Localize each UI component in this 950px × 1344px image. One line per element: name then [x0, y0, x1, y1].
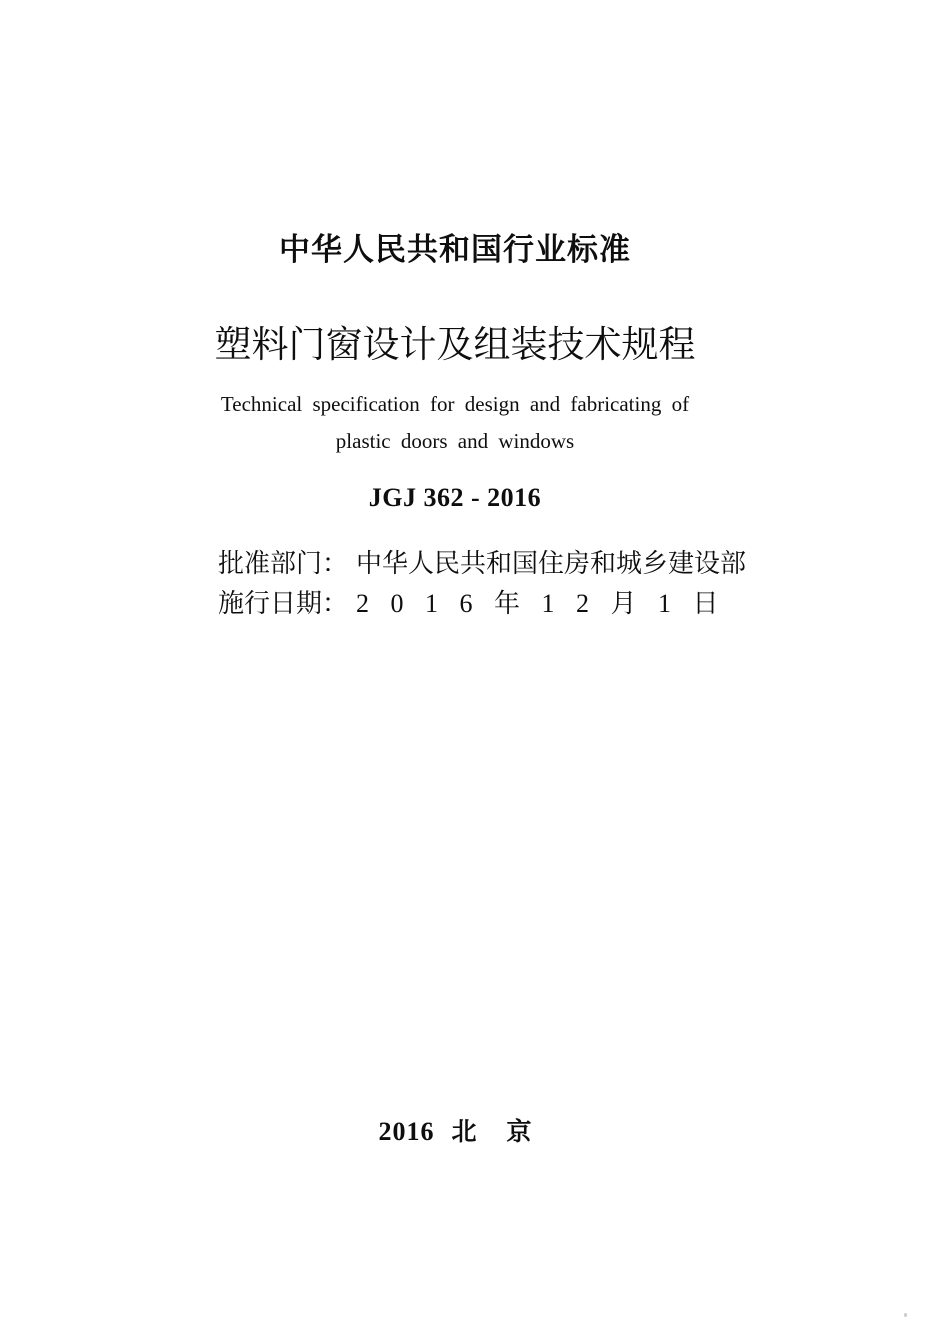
effective-date-label: 施行日期： [218, 589, 349, 618]
approval-department-label: 批准部门： [218, 549, 349, 578]
approval-department-row [218, 543, 747, 578]
publication-year: 2016 [378, 1117, 435, 1146]
document-title-en [0, 386, 910, 460]
approval-info-block [218, 543, 747, 618]
scan-artifact-dot [904, 1313, 907, 1317]
document-title-cn: 塑料门窗设计及组装技术规程 [214, 325, 696, 366]
standard-code: JGJ 362 - 2016 [368, 483, 542, 512]
approval-department-value: 中华人民共和国住房和城乡建设部 [356, 549, 747, 578]
standard-category-heading: 中华人民共和国行业标准 [279, 232, 631, 267]
document-title-en-line1: Technical specification for design and fabricating of [220, 392, 690, 416]
publication-city: 北京 [451, 1118, 562, 1146]
document-title-en-line2: plastic doors and windows [335, 429, 575, 453]
effective-date-row [218, 583, 746, 618]
effective-date-value: 2 0 1 6 年 1 2 月 1 日 [356, 589, 719, 618]
publication-line [0, 1112, 910, 1148]
